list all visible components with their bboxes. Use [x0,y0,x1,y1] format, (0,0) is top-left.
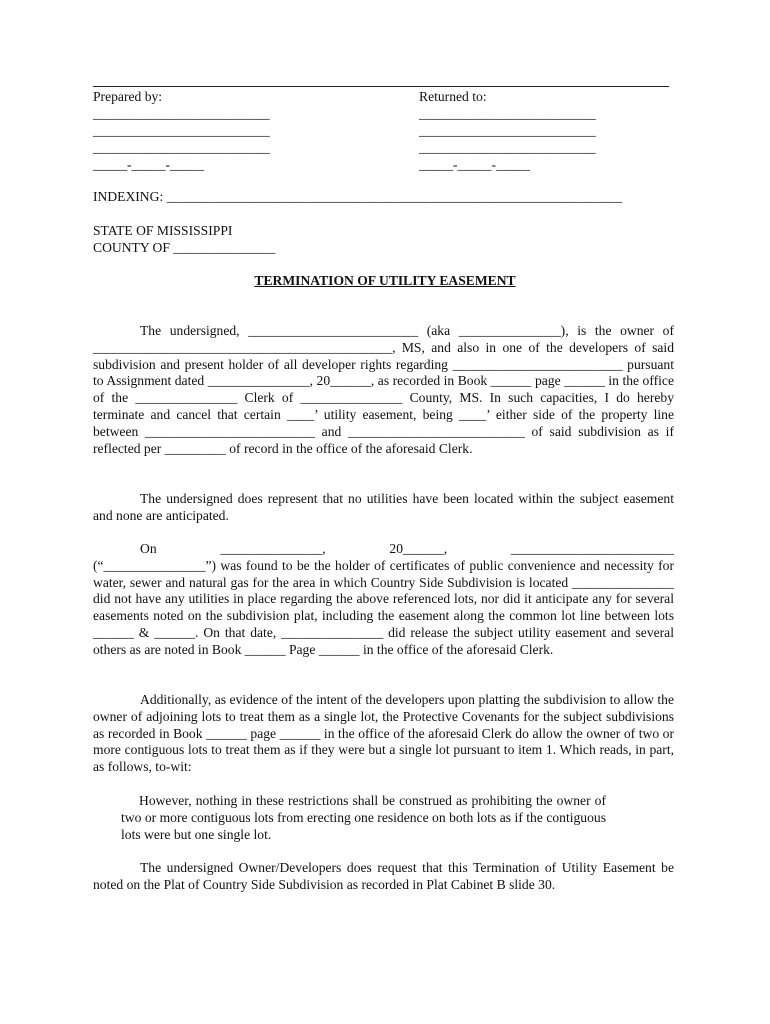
paragraph-ownership [93,323,674,457]
header-rule [93,86,669,87]
paragraph-covenants-text: Additionally, as evidence of the intent of the developers upon platting the subdivision to allow the owner of adjoining lots to treat them as a single lot, the Protective Covenants for the subject subdivisions as recorded in Book ______ page ______ in the office of the aforesaid Clerk do allow the owner of two or more contiguous lots to treat them as if they were but a single lot pursuant to item 1. Which reads, in part, as follows, to-wit: [93,692,674,775]
indexing-line: INDEXING: ___________________________________________________________________ [93,189,623,204]
state-line: STATE OF MISSISSIPPI [93,223,233,238]
prepared-by-line-1: __________________________ [93,106,270,121]
returned-to-phone-line: _____-_____-_____ [419,157,531,172]
returned-to-label: Returned to: [419,89,487,104]
paragraph-utility-holder-text: (“_______________”) was found to be the holder of certificates of public convenience and necessity for water, sewer and natural gas for the area in which Country Side Subdivision is located _______________ did not have any utilities in place regarding the above referenced lots, nor did it anticipate any for several easements noted on the subdivision plat, including the easement along the common lot line between lots ______ & ______. On that date, _______________ did release the subject utility easement and several others as are noted in Book ______ Page ______ in the office of the aforesaid Clerk. [93,557,674,657]
on-word: On [140,541,157,556]
paragraph-utility-holder [93,541,674,659]
utility-name-blank: ________________________ [510,541,674,556]
prepared-by-line-2: __________________________ [93,123,270,138]
covenant-quote [121,793,606,843]
paragraph-request [93,860,674,894]
paragraph-covenants [93,692,674,776]
prepared-by-line-3: __________________________ [93,140,270,155]
prepared-by-label: Prepared by: [93,89,163,104]
covenant-quote-text: However, nothing in these restrictions shall be construed as prohibiting the owner of two or more contiguous lots from erecting one residence on both lots as if the contiguous lots were but one single lot. [121,793,606,842]
document-title: TERMINATION OF UTILITY EASEMENT [254,273,516,288]
county-line: COUNTY OF _______________ [93,240,276,255]
date-blank: _______________, [220,541,326,556]
paragraph-utility-holder-first-line [93,541,674,558]
paragraph-ownership-text: The undersigned, _________________________ (aka _______________), is the owner of ____________________________________________, MS, and also in one of the developers of said subdivision and present holder of all developer rights regarding _________________________ pursuant to Assignment dated _______________, 20______, as recorded in Book ______ page ______ in the office of the _______________ Clerk of _______________ County, MS. In such capacities, I do hereby terminate and cancel that certain ____’ utility easement, being ____’ either side of the property line between _________________________ and __________________________ of said subdivision as if reflected per _________ of record in the office of the aforesaid Clerk. [93,323,674,456]
year-blank: 20______, [389,541,448,556]
prepared-by-block [93,89,333,174]
returned-to-line-1: __________________________ [419,106,596,121]
paragraph-request-text: The undersigned Owner/Developers does request that this Termination of Utility Easement be noted on the Plat of Country Side Subdivision as recorded in Plat Cabinet B slide 30. [93,860,674,892]
prepared-by-phone-line: _____-_____-_____ [93,157,205,172]
paragraph-no-utilities [93,491,674,525]
returned-to-line-2: __________________________ [419,123,596,138]
paragraph-no-utilities-text: The undersigned does represent that no utilities have been located within the subject easement and none are anticipated. [93,491,674,523]
returned-to-block [419,89,659,174]
returned-to-line-3: __________________________ [419,140,596,155]
